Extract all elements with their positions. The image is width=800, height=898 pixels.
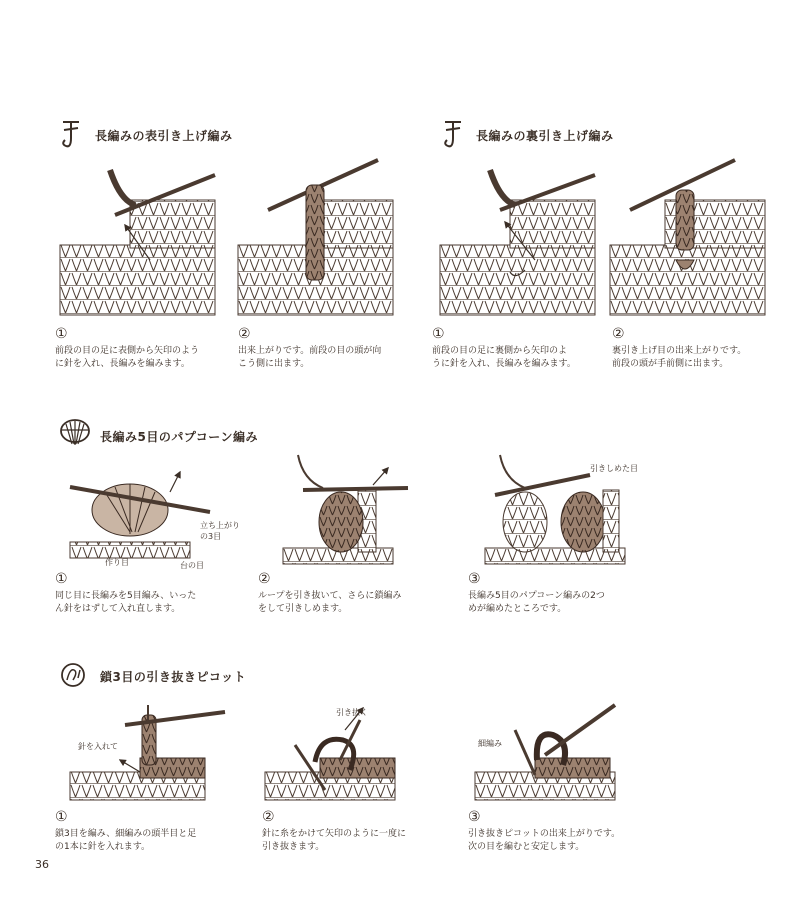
step-popcorn-2 — [258, 572, 401, 616]
step-text: 前段の目の足に裏側から矢印のよ うに針を入れ、長編みを編みます。 — [432, 346, 576, 369]
step-front-post-1 — [55, 327, 199, 371]
illustration-popcorn-1 — [60, 462, 210, 572]
illustration-back-post-1 — [440, 160, 600, 320]
step-number: ① — [55, 809, 68, 825]
illustration-front-post-2 — [238, 160, 398, 320]
label-tachiagari: 立ち上がり の3目 — [200, 521, 240, 541]
step-number: ③ — [468, 571, 481, 587]
popcorn-symbol-icon — [58, 418, 92, 448]
section-title-popcorn: 長編み5目のパプコーン編み — [100, 430, 259, 444]
label-hari: 針を入れて — [78, 742, 118, 751]
step-popcorn-1 — [55, 572, 196, 616]
step-text: 針に糸をかけて矢印のように一度に 引き抜きます。 — [262, 829, 407, 852]
step-number: ② — [612, 326, 625, 342]
step-text: 引き抜きピコットの出来上がりです。 次の目を編むと安定します。 — [468, 829, 621, 852]
illustration-picot-3 — [475, 700, 625, 805]
label-hikishime: 引きしめた目 — [590, 464, 638, 473]
illustration-picot-1 — [70, 700, 230, 805]
step-picot-3 — [468, 810, 620, 854]
step-popcorn-3 — [468, 572, 605, 616]
step-front-post-2 — [238, 327, 381, 371]
illustration-front-post-1 — [60, 160, 220, 320]
step-number: ② — [262, 809, 275, 825]
label-daino: 台の目 — [180, 561, 204, 570]
step-number: ① — [55, 326, 68, 342]
front-post-symbol-icon — [58, 118, 84, 154]
step-number: ② — [238, 326, 251, 342]
step-text: 裏引き上げ目の出来上がりです。 前段の頭が手前側に出ます。 — [612, 346, 747, 369]
step-back-post-1 — [432, 327, 576, 371]
step-text: 同じ目に長編みを5目編み、いった ん針をはずして入れ直します。 — [55, 591, 197, 614]
back-post-symbol-icon — [440, 118, 466, 154]
step-picot-2 — [262, 810, 406, 854]
step-text: ループを引き抜いて、さらに鎖編み をして引きしめます。 — [258, 591, 402, 614]
label-hosoami: 細編み — [478, 739, 502, 748]
step-text: 出来上がりです。前段の目の頭が向 こう側に出ます。 — [238, 346, 382, 369]
step-text: 長編み5目のパプコーン編みの2つ めが編めたところです。 — [468, 591, 605, 614]
step-number: ① — [432, 326, 445, 342]
step-number: ① — [55, 571, 68, 587]
illustration-back-post-2 — [610, 160, 770, 320]
page-number: 36 — [35, 858, 49, 871]
step-text: 鎖3目を編み、細編みの頭半目と足 の1本に針を入れます。 — [55, 829, 197, 852]
step-text: 前段の目の足に表側から矢印のよう に針を入れ、長編みを編みます。 — [55, 346, 200, 369]
section-title-back-post: 長編みの裏引き上げ編み — [476, 129, 614, 143]
step-number: ③ — [468, 809, 481, 825]
label-hikinuku: 引き抜く — [336, 708, 368, 717]
illustration-popcorn-2 — [283, 450, 433, 575]
label-tsukurime: 作り目 — [105, 558, 129, 567]
picot-symbol-icon — [58, 660, 88, 690]
step-back-post-2 — [612, 327, 746, 371]
section-title-front-post: 長編みの表引き上げ編み — [95, 129, 233, 143]
section-title-picot: 鎖3目の引き抜きピコット — [100, 670, 247, 684]
step-number: ② — [258, 571, 271, 587]
step-picot-1 — [55, 810, 196, 854]
